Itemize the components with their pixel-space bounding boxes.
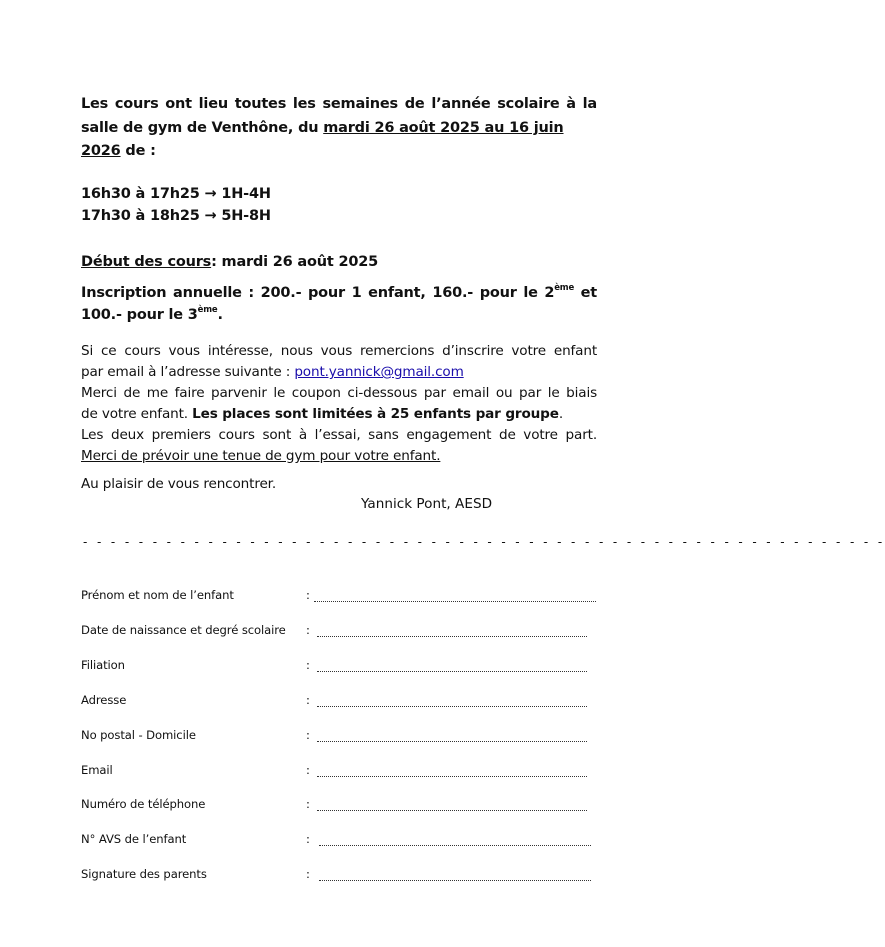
inscription-line-1: Inscription annuelle : 200.- pour 1 enfant, 160.- pour le 2ème et bbox=[81, 283, 597, 301]
schedule-row: 16h30 à 17h25 → 1H-4H bbox=[81, 186, 271, 202]
form-colon: : bbox=[306, 623, 310, 637]
info-line-4: de votre enfant. Les places sont limitées à 25 enfants par groupe. bbox=[81, 406, 563, 422]
form-colon: : bbox=[306, 797, 310, 811]
signature-field[interactable] bbox=[319, 879, 591, 881]
intro-line-2: salle de gym de Venthône, du mardi 26 août 2025 au 16 juin bbox=[81, 120, 564, 136]
start-date: Début des cours: mardi 26 août 2025 bbox=[81, 254, 379, 270]
form-colon: : bbox=[306, 867, 310, 881]
info-line-6: Merci de prévoir une tenue de gym pour votre enfant. bbox=[81, 448, 441, 464]
form-label-filiation: Filiation bbox=[81, 658, 125, 672]
inscription-line-2: 100.- pour le 3ème. bbox=[81, 305, 223, 323]
form-label-signature: Signature des parents bbox=[81, 867, 207, 881]
email-link[interactable]: pont.yannick@gmail.com bbox=[294, 364, 464, 380]
schedule-row: 17h30 à 18h25 → 5H-8H bbox=[81, 208, 271, 224]
postal-field[interactable] bbox=[317, 740, 587, 742]
course-dates: mardi 26 août 2025 au 16 juin bbox=[323, 120, 564, 136]
closing-greeting: Au plaisir de vous rencontrer. bbox=[81, 476, 277, 492]
form-colon: : bbox=[306, 763, 310, 777]
phone-field[interactable] bbox=[317, 809, 587, 811]
form-label-birth-date: Date de naissance et degré scolaire bbox=[81, 623, 286, 637]
form-label-postal: No postal - Domicile bbox=[81, 728, 196, 742]
intro-line-1: Les cours ont lieu toutes les semaines de l’année scolaire à la bbox=[81, 96, 597, 112]
child-name-field[interactable] bbox=[314, 600, 596, 602]
form-colon: : bbox=[306, 588, 310, 602]
birth-date-field[interactable] bbox=[317, 635, 587, 637]
form-colon: : bbox=[306, 658, 310, 672]
form-label-avs: N° AVS de l’enfant bbox=[81, 832, 187, 846]
places-limit: Les places sont limitées à 25 enfants par groupe bbox=[192, 406, 559, 422]
info-line-3: Merci de me faire parvenir le coupon ci-dessous par email ou par le biais bbox=[81, 385, 597, 401]
cut-line: - - - - - - - - - - - - - - - - - - - - - - - - - - - - - - - - - - - - - - - - - - - - - - - - - - - - - - - - - - bbox=[83, 535, 885, 549]
intro-line-3: 2026 de : bbox=[81, 143, 156, 159]
filiation-field[interactable] bbox=[317, 670, 587, 672]
info-line-2: par email à l’adresse suivante : pont.yannick@gmail.com bbox=[81, 364, 464, 380]
form-colon: : bbox=[306, 832, 310, 846]
info-line-1: Si ce cours vous intéresse, nous vous remercions d’inscrire votre enfant bbox=[81, 343, 597, 359]
arrow-right-icon: → bbox=[204, 208, 217, 224]
form-colon: : bbox=[306, 693, 310, 707]
arrow-right-icon: → bbox=[204, 186, 217, 202]
course-end-year: 2026 bbox=[81, 143, 121, 159]
form-label-email: Email bbox=[81, 763, 113, 777]
form-label-address: Adresse bbox=[81, 693, 127, 707]
start-date-label: Début des cours bbox=[81, 254, 212, 270]
form-label-child-name: Prénom et nom de l’enfant bbox=[81, 588, 234, 602]
info-line-5: Les deux premiers cours sont à l’essai, sans engagement de votre part. bbox=[81, 427, 597, 443]
email-field[interactable] bbox=[317, 775, 587, 777]
signature-name: Yannick Pont, AESD bbox=[361, 496, 493, 512]
avs-field[interactable] bbox=[319, 844, 591, 846]
form-colon: : bbox=[306, 728, 310, 742]
form-label-phone: Numéro de téléphone bbox=[81, 797, 206, 811]
address-field[interactable] bbox=[317, 705, 587, 707]
